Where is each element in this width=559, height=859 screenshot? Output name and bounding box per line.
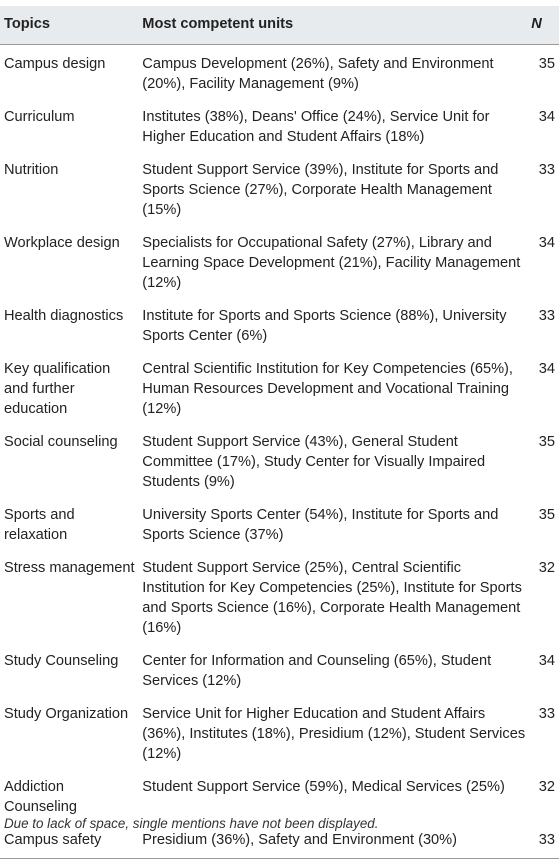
- table-row: [0, 297, 559, 350]
- row-topic: Campus design: [4, 56, 106, 72]
- row-n: 35: [538, 434, 555, 450]
- row-n: 33: [531, 821, 559, 859]
- row-topic: Nutrition: [4, 162, 59, 178]
- row-n: 33: [538, 308, 555, 324]
- row-topic: Key qualification and further education: [4, 361, 111, 417]
- header-units: Most competent units: [138, 6, 531, 45]
- row-topic: Workplace design: [4, 235, 120, 251]
- table-body: [0, 45, 559, 859]
- row-units: Student Support Service (43%), General Student Committee (17%), Study Center for Visually Impaired Students (9%): [142, 434, 486, 490]
- row-n: 32: [538, 779, 555, 795]
- row-n: 35: [538, 507, 555, 523]
- row-units: Institutes (38%), Deans' Office (24%), Service Unit for Higher Education and Student Affairs (18%): [142, 109, 490, 145]
- table-row: [0, 151, 559, 224]
- row-units: Student Support Service (39%), Institute for Sports and Sports Science (27%), Corporate Health Management (15%): [142, 162, 499, 218]
- table-row: [0, 496, 559, 549]
- row-n: 34: [538, 109, 555, 125]
- row-units: Service Unit for Higher Education and Student Affairs (36%), Institutes (18%), Presidium (12%), Student Services (12%): [142, 706, 526, 762]
- table-row: [0, 350, 559, 423]
- table-row: [0, 98, 559, 151]
- table-row: [0, 549, 559, 642]
- table-row: [0, 423, 559, 496]
- row-n: 33: [538, 162, 555, 178]
- table-row: [0, 642, 559, 695]
- row-units: Student Support Service (59%), Medical Services (25%): [142, 779, 505, 795]
- row-topic: Social counseling: [4, 434, 118, 450]
- row-topic: Stress management: [4, 560, 135, 576]
- row-topic: Study Counseling: [4, 653, 119, 669]
- table-row: [0, 695, 559, 768]
- row-n: 34: [538, 361, 555, 377]
- row-units: Institute for Sports and Sports Science (88%), University Sports Center (6%): [142, 308, 507, 344]
- row-units: Specialists for Occupational Safety (27%), Library and Learning Space Development (21%), Facility Management (12%): [142, 235, 521, 291]
- row-units: Presidium (36%), Safety and Environment (30%): [138, 821, 531, 859]
- table-row: [0, 768, 559, 821]
- row-units: Center for Information and Counseling (65%), Student Services (12%): [142, 653, 492, 689]
- table-row: [0, 45, 559, 99]
- row-units: University Sports Center (54%), Institute for Sports and Sports Science (37%): [142, 507, 499, 543]
- row-units: Central Scientific Institution for Key Competencies (65%), Human Resources Development and Vocational Training (12%): [142, 361, 513, 417]
- row-n: 34: [538, 653, 555, 669]
- table-header: [0, 6, 559, 45]
- row-topic: Study Organization: [4, 706, 129, 722]
- row-n: 34: [538, 235, 555, 251]
- row-topic: Addiction Counseling: [4, 779, 78, 815]
- row-n: 32: [538, 560, 555, 576]
- row-topic: Sports and relaxation: [4, 507, 75, 543]
- header-n: N: [531, 6, 559, 45]
- row-topic: Curriculum: [4, 109, 75, 125]
- row-units: Campus Development (26%), Safety and Environment (20%), Facility Management (9%): [142, 56, 494, 92]
- table-row: [0, 224, 559, 297]
- row-n: 33: [538, 706, 555, 722]
- row-topic: Campus safety: [0, 821, 138, 859]
- row-units: Student Support Service (25%), Central Scientific Institution for Key Competencies (25%), Institute for Sports and Sports Science (16%), Corporate Health Management (16%): [142, 560, 522, 636]
- row-topic: Health diagnostics: [4, 308, 124, 324]
- header-topics: Topics: [0, 6, 138, 45]
- header-row: [0, 6, 559, 45]
- competent-units-table: [0, 6, 559, 859]
- table-footnote: Due to lack of space, single mentions have not been displayed.: [4, 816, 379, 831]
- row-n: 35: [538, 56, 555, 72]
